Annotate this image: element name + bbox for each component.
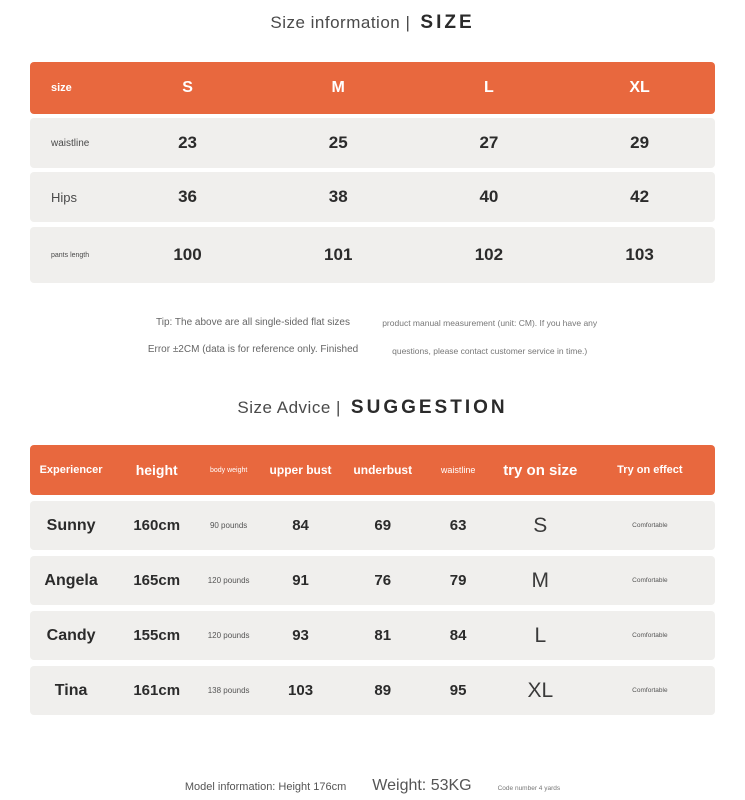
tip-line-4: questions, please contact customer service in time.) — [392, 346, 588, 356]
experiencer-try-on-effect: Comfortable — [632, 577, 668, 584]
size-table-header-row — [30, 62, 715, 114]
experiencer-name: Sunny — [46, 516, 96, 534]
size-information-title — [0, 0, 745, 34]
tip-line-1: Tip: The above are all single-sided flat sizes — [156, 317, 350, 328]
model-info-text: Model information: Height 176cm — [184, 781, 347, 793]
table-row-tina — [30, 666, 715, 715]
experiencer-body-weight: 120 pounds — [207, 631, 250, 640]
header-waistline: waistline — [440, 465, 476, 475]
header-underbust: underbust — [353, 463, 413, 477]
experiencer-underbust: 89 — [374, 682, 392, 699]
model-info-footer — [0, 777, 745, 795]
experiencer-name: Candy — [46, 626, 96, 644]
experiencer-upper-bust: 103 — [288, 682, 314, 699]
tip-line-3: product manual measurement (unit: CM). If you have any — [382, 318, 598, 328]
row-label-pants-length: pants length — [51, 251, 90, 259]
experiencer-upper-bust: 84 — [292, 517, 309, 534]
experiencer-height: 165cm — [133, 572, 181, 589]
experiencer-name: Tina — [54, 681, 88, 699]
table-row-angela — [30, 556, 715, 605]
experiencer-waistline: 79 — [449, 572, 467, 589]
size-table-header-l: L — [484, 79, 494, 96]
table-row-pants-length — [30, 227, 715, 283]
experiencer-height: 161cm — [133, 682, 181, 699]
row-label-hips: Hips — [51, 189, 78, 205]
size-advice-title-right: SUGGESTION — [350, 397, 508, 418]
table-row-candy — [30, 611, 715, 660]
row-label-waistline: waistline — [51, 137, 90, 149]
experiencer-underbust: 76 — [374, 572, 392, 589]
waistline-xl-value: 29 — [630, 133, 650, 152]
pants-length-xl-value: 103 — [625, 245, 654, 264]
experiencer-body-weight: 90 pounds — [209, 521, 248, 530]
experiencer-name: Angela — [44, 571, 98, 589]
size-table — [30, 62, 715, 283]
header-experiencer: Experiencer — [39, 464, 103, 476]
suggestion-table — [30, 445, 715, 715]
table-row-sunny — [30, 501, 715, 550]
hips-s-value: 36 — [178, 187, 197, 206]
waistline-s-value: 23 — [178, 133, 197, 152]
pants-length-s-value: 100 — [173, 245, 202, 264]
pants-length-l-value: 102 — [474, 245, 504, 264]
waistline-m-value: 25 — [328, 133, 348, 152]
tip-note-left — [148, 309, 358, 365]
experiencer-upper-bust: 91 — [292, 572, 309, 589]
experiencer-try-on-size: XL — [527, 678, 554, 702]
experiencer-try-on-size: L — [534, 623, 547, 647]
experiencer-try-on-size: S — [533, 513, 548, 537]
size-table-header-s: S — [182, 79, 193, 96]
experiencer-try-on-effect: Comfortable — [632, 632, 668, 639]
model-code-text: Code number 4 yards — [497, 785, 561, 792]
pants-length-m-value: 101 — [324, 245, 353, 264]
size-table-header-xl: XL — [629, 79, 650, 96]
experiencer-waistline: 84 — [449, 627, 467, 644]
experiencer-try-on-effect: Comfortable — [632, 522, 668, 529]
waistline-l-value: 27 — [479, 133, 499, 152]
suggestion-table-header-row — [30, 445, 715, 495]
hips-l-value: 40 — [479, 187, 499, 206]
model-weight-text: Weight: 53KG — [372, 777, 472, 794]
experiencer-body-weight: 120 pounds — [207, 576, 250, 585]
experiencer-upper-bust: 93 — [292, 627, 309, 644]
experiencer-try-on-effect: Comfortable — [632, 687, 668, 694]
size-advice-title — [0, 397, 745, 419]
header-try-on-effect: Try on effect — [617, 464, 683, 476]
experiencer-underbust: 81 — [374, 627, 392, 644]
size-table-header-label: size — [51, 82, 72, 94]
experiencer-try-on-size: M — [531, 568, 550, 592]
experiencer-height: 155cm — [133, 627, 181, 644]
tip-line-2: Error ±2CM (data is for reference only. Finished — [147, 344, 359, 355]
experiencer-waistline: 63 — [449, 517, 467, 534]
header-upper-bust: upper bust — [269, 463, 332, 477]
header-body-weight: body weight — [209, 466, 248, 474]
hips-m-value: 38 — [328, 187, 348, 206]
experiencer-height: 160cm — [133, 517, 181, 534]
header-height: height — [135, 462, 178, 478]
experiencer-underbust: 69 — [374, 517, 392, 534]
size-information-title-left: Size information | — [270, 13, 411, 32]
size-information-title-right: SIZE — [420, 12, 475, 33]
table-row-hips — [30, 172, 715, 222]
size-advice-title-left: Size Advice | — [237, 398, 341, 417]
header-try-on-size: try on size — [503, 461, 578, 479]
size-table-header-m: M — [331, 79, 345, 96]
experiencer-waistline: 95 — [449, 682, 467, 699]
tip-note-right — [382, 309, 597, 365]
table-row-waistline — [30, 118, 715, 168]
experiencer-body-weight: 138 pounds — [207, 686, 250, 695]
hips-xl-value: 42 — [630, 187, 650, 206]
tip-note — [0, 309, 745, 365]
